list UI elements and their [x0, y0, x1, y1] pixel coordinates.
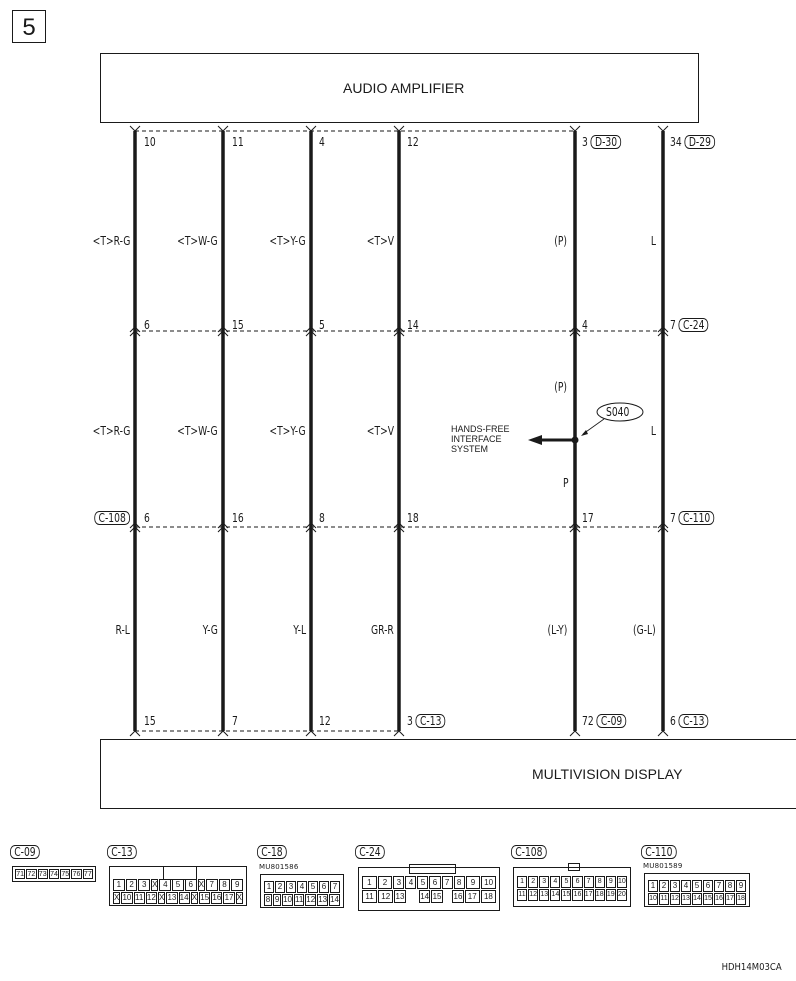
pin-top-4: 12 — [407, 135, 419, 149]
connector-tag-c110: C-110 — [679, 511, 715, 525]
connector-view-c13: 1 2 3 X 4 5 6 X 7 8 9 X 10 11 12 X 13 14 X 15 16 17 X — [109, 866, 247, 906]
connector-view-c110: 1 2 3 4 5 6 7 8 9 10 11 12 13 14 15 16 17 18 — [644, 873, 750, 907]
connector-view-c110-part: MU801589 — [643, 862, 683, 870]
wire-color-3-5: (L-Y) — [547, 623, 567, 637]
connector-tag-c09: C-09 — [597, 714, 627, 728]
wire-color-3-6: (G-L) — [633, 623, 656, 637]
pin-mid2-3: 8 — [319, 511, 325, 525]
connector-view-c09: 71 72 73 74 75 76 77 — [12, 866, 96, 882]
pin-mid1-3: 5 — [319, 318, 325, 332]
pin-mid2-4: 18 — [407, 511, 419, 525]
wire-color-1-2: <T>W-G — [177, 234, 218, 248]
pin-mid2-1: 6 — [144, 511, 150, 525]
pin-mid1-2: 15 — [232, 318, 244, 332]
wire-color-1-3: <T>Y-G — [269, 234, 306, 248]
wire-color-2-4: <T>V — [366, 424, 394, 438]
pin-bottom-3: 12 — [319, 714, 331, 728]
pin-mid2-2: 16 — [232, 511, 244, 525]
wire-color-2-5-below-splice: P — [563, 476, 569, 490]
connector-view-c24: 1 2 3 4 5 6 7 8 9 10 11 12 13 14 15 16 17 18 — [358, 867, 500, 911]
connector-tag-c24: C-24 — [679, 318, 709, 332]
pin-top-1: 10 — [144, 135, 156, 149]
pin-bottom-5: 72 C-09 — [582, 714, 626, 728]
figure-code: HDH14M03CA — [721, 962, 782, 973]
pin-mid2-5: 17 — [582, 511, 594, 525]
pin-mid2-6: 7 C-110 — [670, 511, 715, 525]
pin-bottom-6: 6 C-13 — [670, 714, 709, 728]
pin-top-3: 4 — [319, 135, 325, 149]
wire-color-2-3: <T>Y-G — [269, 424, 306, 438]
wire-color-3-1: R-L — [115, 623, 130, 637]
pin-mid1-6: 7 C-24 — [670, 318, 709, 332]
wire-color-1-5: (P) — [554, 234, 567, 248]
wire-color-2-2: <T>W-G — [177, 424, 218, 438]
pin-bottom-1: 15 — [144, 714, 156, 728]
connector-view-c09-label: C-09 — [10, 845, 40, 859]
wire-color-1-4: <T>V — [366, 234, 394, 248]
wire-color-2-1: <T>R-G — [92, 424, 130, 438]
pin-mid1-4: 14 — [407, 318, 419, 332]
connector-view-c110-label: C-110 — [641, 845, 677, 859]
hands-free-label: HANDS-FREE INTERFACE SYSTEM — [451, 424, 510, 454]
connector-view-c108: 1 2 3 4 5 6 7 8 9 10 11 12 13 14 15 16 17 18 19 20 — [513, 867, 631, 907]
wire-color-3-4: GR-R — [371, 623, 394, 637]
audio-amplifier-label: AUDIO AMPLIFIER — [343, 80, 465, 96]
connector-view-c18-label: C-18 — [257, 845, 287, 859]
pin-bottom-4: 3 C-13 — [407, 714, 446, 728]
connector-view-c24-label: C-24 — [355, 845, 385, 859]
connector-tag-c13-2: C-13 — [679, 714, 709, 728]
multivision-display-label: MULTIVISION DISPLAY — [532, 766, 683, 782]
connector-view-c18: 1 2 3 4 5 6 7 8 9 10 11 12 13 14 — [260, 874, 344, 908]
pin-top-5: 3 D-30 — [582, 135, 621, 149]
pin-mid1-1: 6 — [144, 318, 150, 332]
connector-view-c108-label: C-108 — [511, 845, 547, 859]
wire-color-3-3: Y-L — [293, 623, 306, 637]
pin-bottom-2: 7 — [232, 714, 238, 728]
splice-label: S040 — [606, 405, 630, 419]
wire-color-3-2: Y-G — [202, 623, 218, 637]
wire-color-1-1: <T>R-G — [92, 234, 130, 248]
connector-tag-d30: D-30 — [591, 135, 622, 149]
wire-color-2-5: (P) — [554, 380, 567, 394]
connector-tag-c108-wrap — [94, 511, 130, 525]
connector-tag-c108: C-108 — [94, 511, 130, 525]
wire-color-2-6: L — [650, 424, 656, 438]
connector-tag-d29: D-29 — [685, 135, 716, 149]
connector-tag-c13: C-13 — [416, 714, 446, 728]
pin-top-6: 34 D-29 — [670, 135, 715, 149]
pin-top-2: 11 — [232, 135, 244, 149]
connector-view-c18-part: MU801586 — [259, 863, 299, 871]
page-number: 5 — [12, 10, 46, 43]
wire-color-1-6: L — [650, 234, 656, 248]
connector-view-c13-label: C-13 — [107, 845, 137, 859]
pin-mid1-5: 4 — [582, 318, 588, 332]
